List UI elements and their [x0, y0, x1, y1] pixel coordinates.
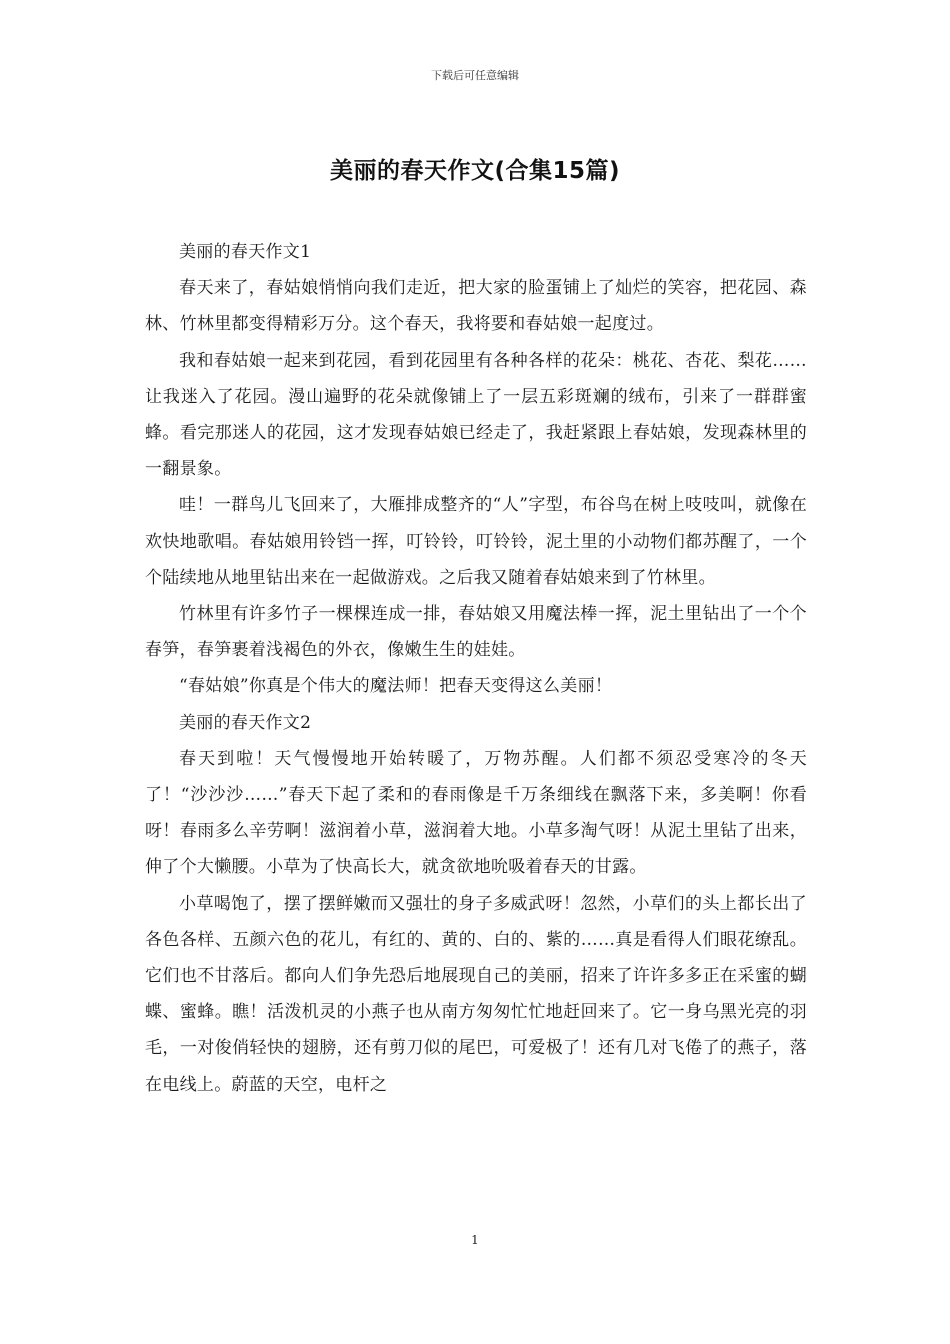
document-title: 美丽的春天作文(合集15篇) [329, 158, 621, 184]
paragraph: 竹林里有许多竹子一棵棵连成一排，春姑娘又用魔法棒一挥，泥土里钻出了一个个春笋，春笋裹着浅褐色的外衣，像嫩生生的娃娃。 [145, 604, 807, 661]
section-heading-2: 美丽的春天作文2 [179, 712, 312, 733]
paragraph: 哇！一群鸟儿飞回来了，大雁排成整齐的“人”字型，布谷鸟在树上吱吱叫，就像在欢快地歌唱。春姑娘用铃铛一挥，叮铃铃，叮铃铃，泥土里的小动物们都苏醒了，一个个陆续地从地里钻出来在一起做游戏。之后我又随着春姑娘来到了竹林里。 [145, 495, 807, 588]
document-body [145, 234, 807, 1103]
paragraph: 小草喝饱了，摆了摆鲜嫩而又强壮的身子多威武呀！忽然，小草们的头上都长出了各色各样、五颜六色的花儿，有红的、黄的、白的、紫的……真是看得人们眼花缭乱。它们也不甘落后。都向人们争先恐后地展现自己的美丽，招来了许许多多正在采蜜的蝴蝶、蜜蜂。瞧！活泼机灵的小燕子也从南方匆匆忙忙地赶回来了。它一身乌黑光亮的羽毛，一对俊俏轻快的翅膀，还有剪刀似的尾巴，可爱极了！还有几对飞倦了的燕子，落在电线上。蔚蓝的天空，电杆之 [145, 893, 807, 1095]
paragraph: “春姑娘”你真是个伟大的魔法师！把春天变得这么美丽！ [179, 676, 613, 697]
header-note: 下载后可任意编辑 [431, 69, 519, 82]
paragraph: 我和春姑娘一起来到花园，看到花园里有各种各样的花朵：桃花、杏花、梨花……让我迷入了花园。漫山遍野的花朵就像铺上了一层五彩斑斓的绒布，引来了一群群蜜蜂。看完那迷人的花园，这才发现春姑娘已经走了，我赶紧跟上春姑娘，发现森林里的一翻景象。 [145, 350, 807, 480]
paragraph: 春天来了，春姑娘悄悄向我们走近，把大家的脸蛋铺上了灿烂的笑容，把花园、森林、竹林里都变得精彩万分。这个春天，我将要和春姑娘一起度过。 [145, 278, 807, 335]
section-heading-1: 美丽的春天作文1 [179, 242, 312, 262]
page-number: 1 [471, 1233, 479, 1247]
paragraph: 春天到啦！天气慢慢地开始转暖了，万物苏醒。人们都不须忍受寒冷的冬天了！“沙沙沙……”春天下起了柔和的春雨像是千万条细线在飘落下来，多美啊！你看呀！春雨多么辛劳啊！滋润着小草，滋润着大地。小草多淘气呀！从泥土里钻了出来，伸了个大懒腰。小草为了快高长大，就贪欲地吮吸着春天的甘露。 [145, 748, 807, 878]
